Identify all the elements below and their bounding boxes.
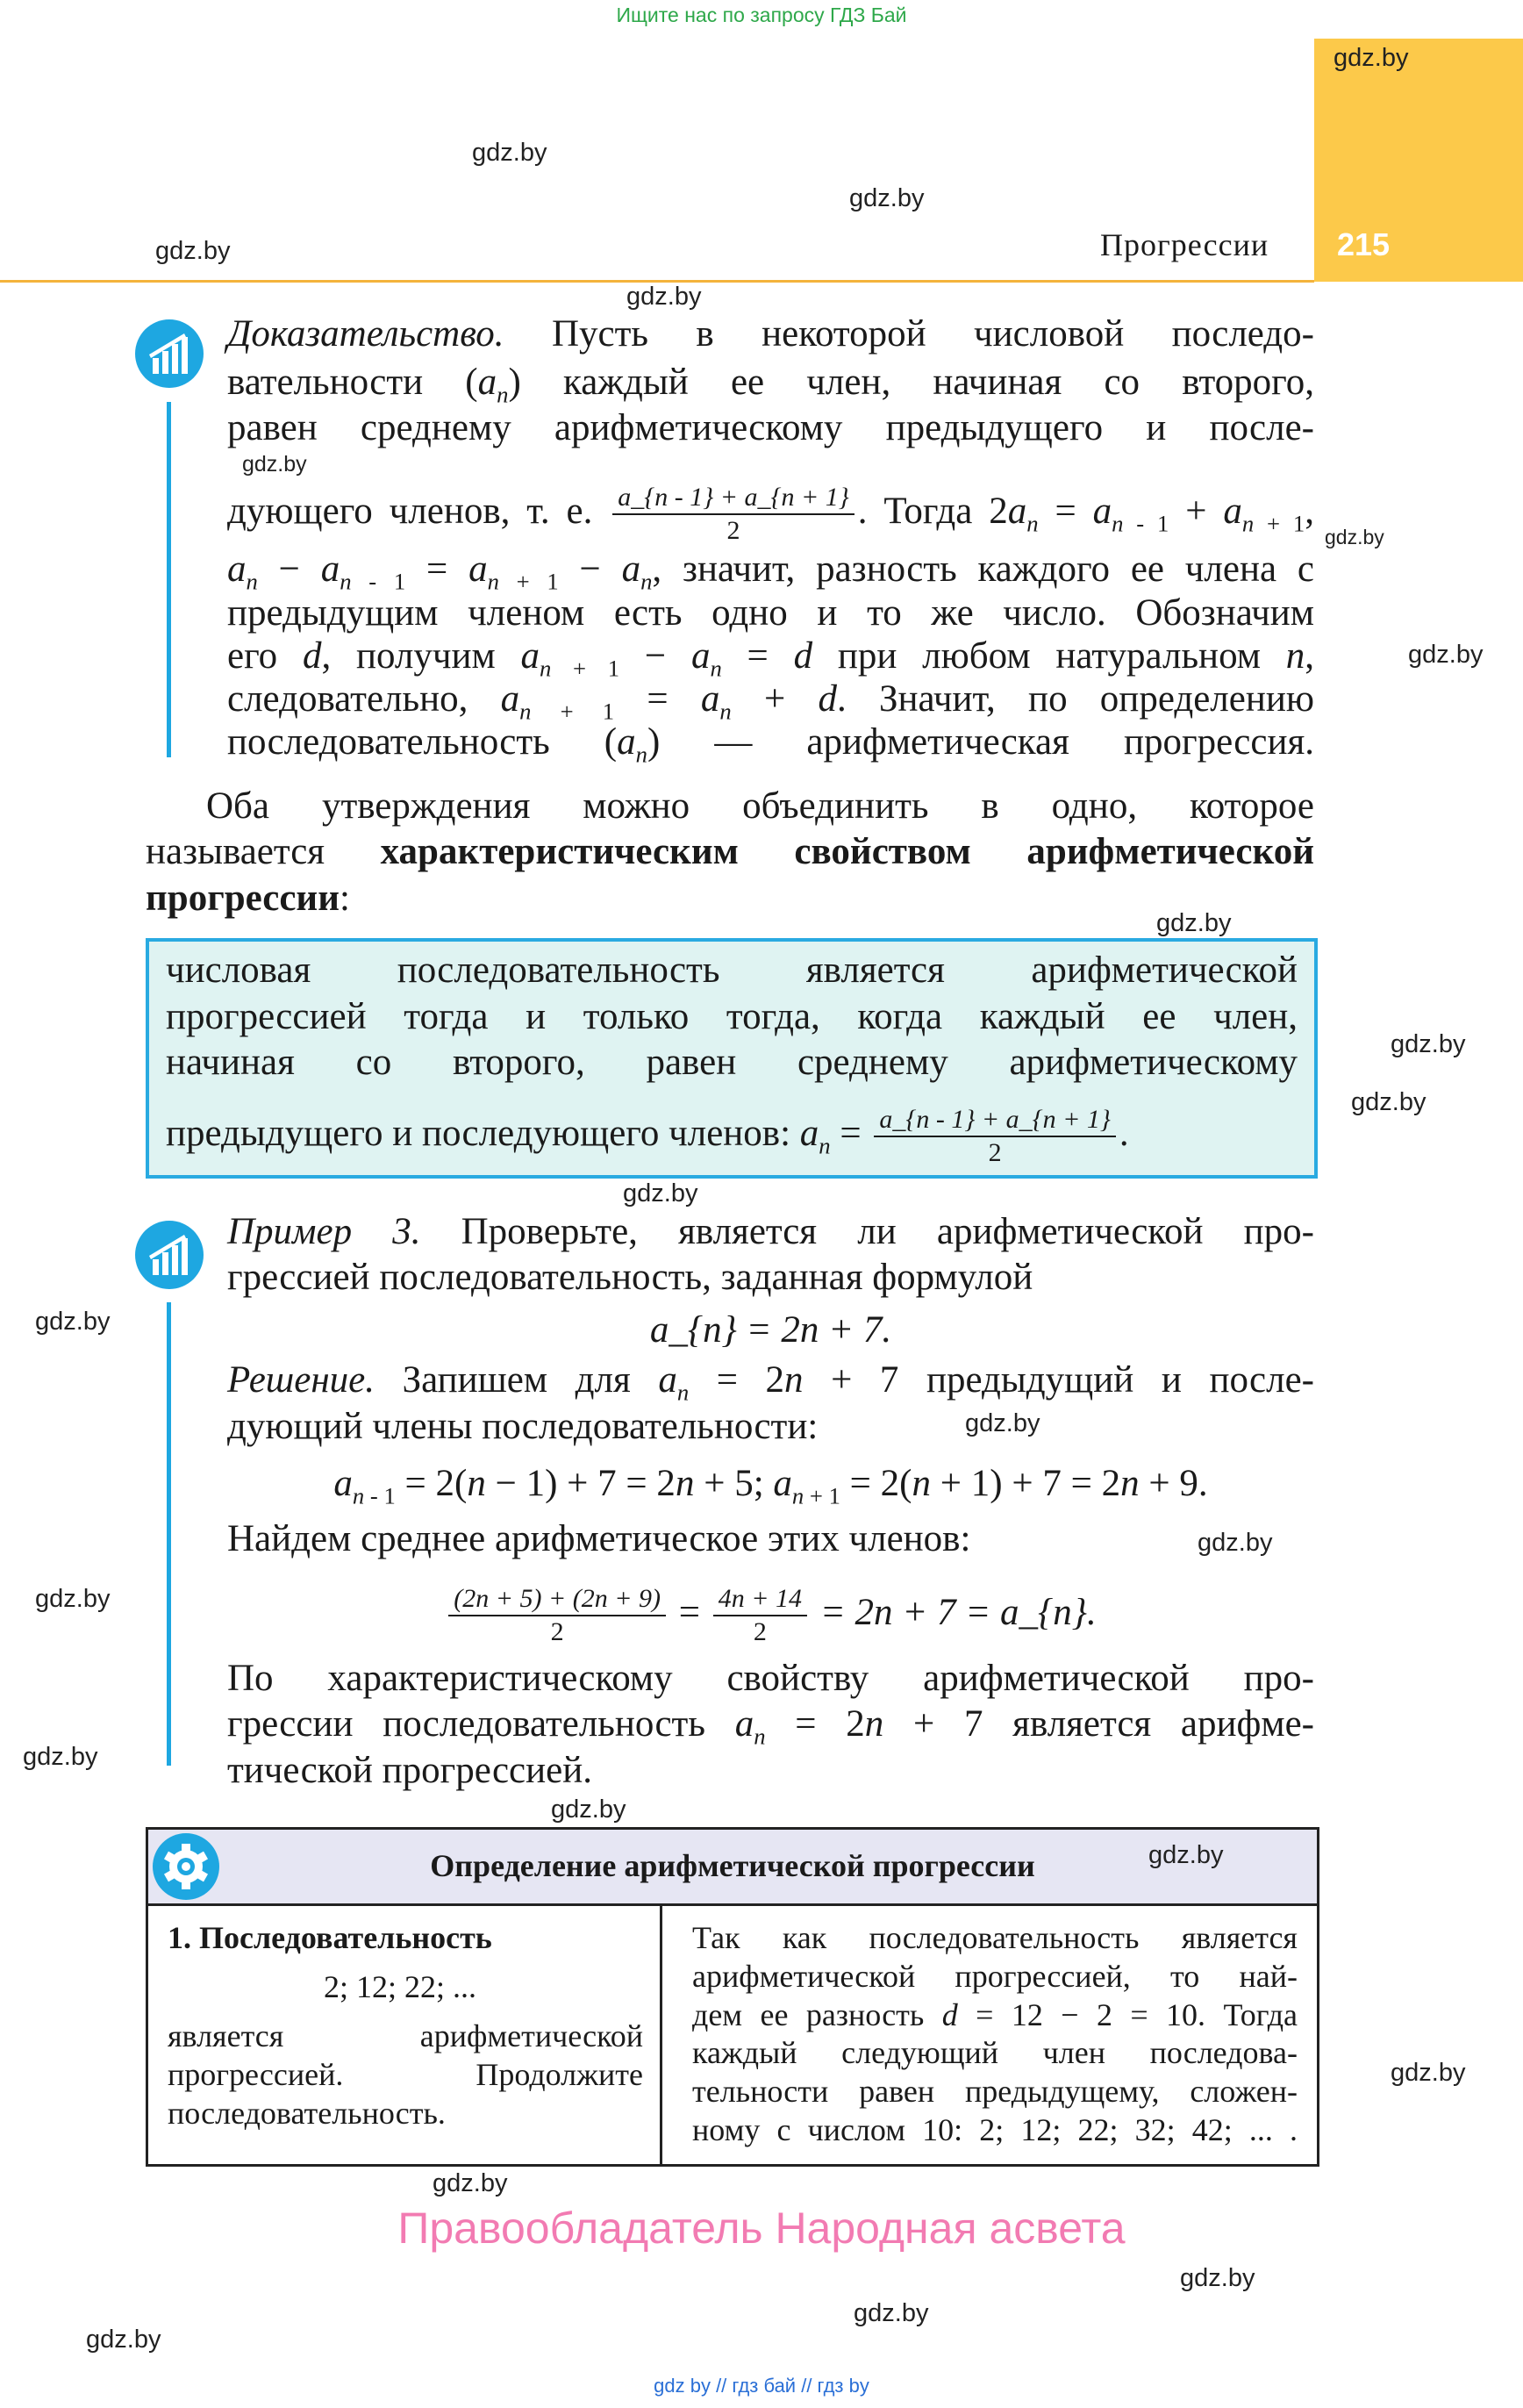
proof-line-4 xyxy=(227,477,1314,547)
proof-line-9: последовательность $(a_n)$ — арифметическая прогрессия. xyxy=(227,721,1314,768)
answer-line: Так как последовательность является xyxy=(692,1920,1298,1955)
page-number: 215 xyxy=(1337,226,1391,262)
example-line-4 xyxy=(227,1358,1314,1406)
answer-line: арифметической прогрессией, то най- xyxy=(692,1959,1298,1994)
fraction xyxy=(448,1583,666,1648)
combine-text: : xyxy=(339,878,350,919)
watermark: gdz.by xyxy=(965,1409,1040,1437)
combine-line-1: Оба утверждения можно объединить в одно, которое xyxy=(206,785,1314,827)
proof-line-5: $a_n - a_{n - 1} = a_{n + 1} - a_n$, значит, разность каждого ее члена с xyxy=(227,548,1314,595)
equals: = 2n + 7 = a_{n}. xyxy=(811,1592,1097,1633)
property-line-3: начиная со второго, равен среднему арифметическому xyxy=(166,1042,1298,1083)
task-line: прогрессией. Продолжите xyxy=(168,2057,643,2092)
example-line-9: По характеристическому свойству арифметической про- xyxy=(227,1658,1314,1699)
running-header: Прогрессии xyxy=(1100,227,1269,262)
combine-text: называется xyxy=(146,831,381,872)
example-lead: Пример 3. xyxy=(227,1211,421,1252)
combine-line-3 xyxy=(146,876,847,921)
example-mean xyxy=(227,1575,1314,1651)
watermark: gdz.by xyxy=(433,2169,508,2197)
example-terms: $a_{n - 1} = 2(n - 1) + 7 = 2n + 5$; $a_{n + 1} = 2(n + 1) + 7 = 2n + 9$. xyxy=(333,1463,1208,1509)
watermark: gdz.by xyxy=(1351,1088,1426,1116)
chart-icon xyxy=(135,319,204,388)
watermark: gdz.by xyxy=(1408,641,1484,669)
copyright-owner: Правообладатель Народная асвета xyxy=(397,2204,1126,2253)
task-line: последовательность. xyxy=(168,2096,446,2131)
watermark: gdz.by xyxy=(1391,2059,1466,2087)
watermark: gdz.by xyxy=(86,2326,161,2354)
proof-side-bar xyxy=(167,402,171,757)
answer-line: дем ее разность d = 12 − 2 = 10. Тогда xyxy=(692,1997,1298,2032)
search-hint: Ищите нас по запросу ГДЗ Бай xyxy=(616,4,907,26)
property-line-2: прогрессией тогда и только тогда, когда каждый ее член, xyxy=(166,996,1298,1037)
watermark: gdz.by xyxy=(551,1795,626,1824)
definition-table xyxy=(146,1827,1319,2167)
fraction-numerator: a_{n - 1} + a_{n + 1} xyxy=(874,1104,1115,1137)
fraction-numerator: a_{n - 1} + a_{n + 1} xyxy=(612,482,854,515)
example-formula: a_{n} = 2n + 7. xyxy=(649,1309,892,1351)
example-line-10: грессии последовательность $a_n = 2n + 7$ является арифме- xyxy=(227,1703,1315,1750)
proof-line-7: его d, получим $a_{n + 1} - a_n = d$ при любом натуральном n, xyxy=(227,635,1314,682)
watermark: gdz.by xyxy=(472,139,547,167)
task-sequence: 2; 12; 22; ... xyxy=(323,1969,476,2004)
table-title: Определение арифметической прогрессии xyxy=(430,1848,1035,1883)
proof-text: . Тогда $2a_n = a_{n - 1} + a_{n + 1}$, xyxy=(857,491,1314,537)
answer-line: каждый следующий член последова- xyxy=(692,2035,1298,2070)
proof-line-2: вательности $(a_n)$ каждый ее член, начиная со второго, xyxy=(227,362,1314,408)
watermark: gdz.by xyxy=(23,1743,98,1771)
watermark: gdz.by xyxy=(854,2299,929,2327)
fraction-numerator: (2n + 5) + (2n + 9) xyxy=(448,1583,666,1616)
fraction xyxy=(713,1583,807,1648)
chart-icon xyxy=(135,1221,204,1289)
solution-lead: Решение. xyxy=(227,1359,375,1401)
answer-line: тельности равен предыдущему, сложен- xyxy=(692,2074,1298,2109)
watermark: gdz.by xyxy=(1334,44,1409,72)
watermark: gdz.by xyxy=(1148,1841,1224,1869)
term-bold: характеристическим свойством арифметической xyxy=(380,831,1314,872)
proof-line-6: предыдущим членом есть одно и то же число. Обозначим xyxy=(227,592,1314,634)
example-side-bar xyxy=(167,1302,171,1766)
fraction xyxy=(874,1104,1115,1169)
watermark: gdz.by xyxy=(242,452,307,477)
watermark: gdz.by xyxy=(1391,1030,1466,1058)
proof-text: дующего членов, т. е. xyxy=(227,491,610,532)
column-divider xyxy=(660,1906,662,2164)
table-header xyxy=(148,1830,1317,1906)
equals: = xyxy=(669,1592,710,1633)
example-line-7: Найдем среднее арифметическое этих членов: xyxy=(227,1518,971,1559)
fraction-denominator: 2 xyxy=(753,1617,767,1647)
example-text: Запишем для $a_n = 2n + 7$ предыдущий и после- xyxy=(375,1359,1314,1406)
example-text: Проверьте, является ли арифметической про- xyxy=(420,1211,1314,1252)
footer-links[interactable]: gdz by // гдз бай // гдз by xyxy=(654,2375,869,2397)
watermark: gdz.by xyxy=(623,1179,698,1208)
example-line-2: грессией последовательность, заданная формулой xyxy=(227,1257,1033,1298)
example-line-5: дующий члены последовательности: xyxy=(227,1406,819,1447)
fraction-denominator: 2 xyxy=(726,516,740,546)
proof-lead: Доказательство. xyxy=(227,313,504,355)
watermark: gdz.by xyxy=(155,237,231,265)
task-text: 1. Последовательность xyxy=(168,1920,492,1955)
watermark: gdz.by xyxy=(1325,526,1384,548)
proof-text: Пусть в некоторой числовой последо- xyxy=(504,313,1314,355)
property-line-1: числовая последовательность является арифметической xyxy=(166,950,1298,991)
proof-line-1 xyxy=(227,312,1314,357)
fraction-numerator: 4n + 14 xyxy=(713,1583,807,1616)
watermark: gdz.by xyxy=(1180,2264,1255,2292)
task-line xyxy=(168,1918,624,1957)
proof-line-3: равен среднему арифметическому предыдущего и после- xyxy=(227,407,1314,448)
property-line-4 xyxy=(166,1097,1298,1171)
example-line-1 xyxy=(227,1209,1314,1255)
watermark: gdz.by xyxy=(1198,1529,1273,1557)
term-bold: прогрессии xyxy=(146,878,340,919)
watermark: gdz.by xyxy=(626,283,702,311)
example-line-11: тической прогрессией. xyxy=(227,1750,592,1791)
proof-line-8: следовательно, $a_{n + 1} = a_n + d$. Значит, по определению xyxy=(227,678,1314,725)
combine-line-2 xyxy=(146,829,1314,875)
watermark: gdz.by xyxy=(1156,909,1232,937)
fraction-denominator: 2 xyxy=(550,1617,564,1647)
fraction xyxy=(612,482,854,547)
task-line: является арифметической xyxy=(168,2018,643,2053)
watermark: gdz.by xyxy=(849,184,925,212)
fraction-denominator: 2 xyxy=(988,1138,1002,1168)
watermark: gdz.by xyxy=(35,1585,111,1613)
property-text: предыдущего и последующего членов: $a_n$ = xyxy=(166,1113,871,1159)
answer-line: ному с числом 10: 2; 12; 22; 32; 42; ... . xyxy=(692,2112,1298,2147)
watermark: gdz.by xyxy=(35,1308,111,1336)
property-text: . xyxy=(1119,1113,1129,1154)
